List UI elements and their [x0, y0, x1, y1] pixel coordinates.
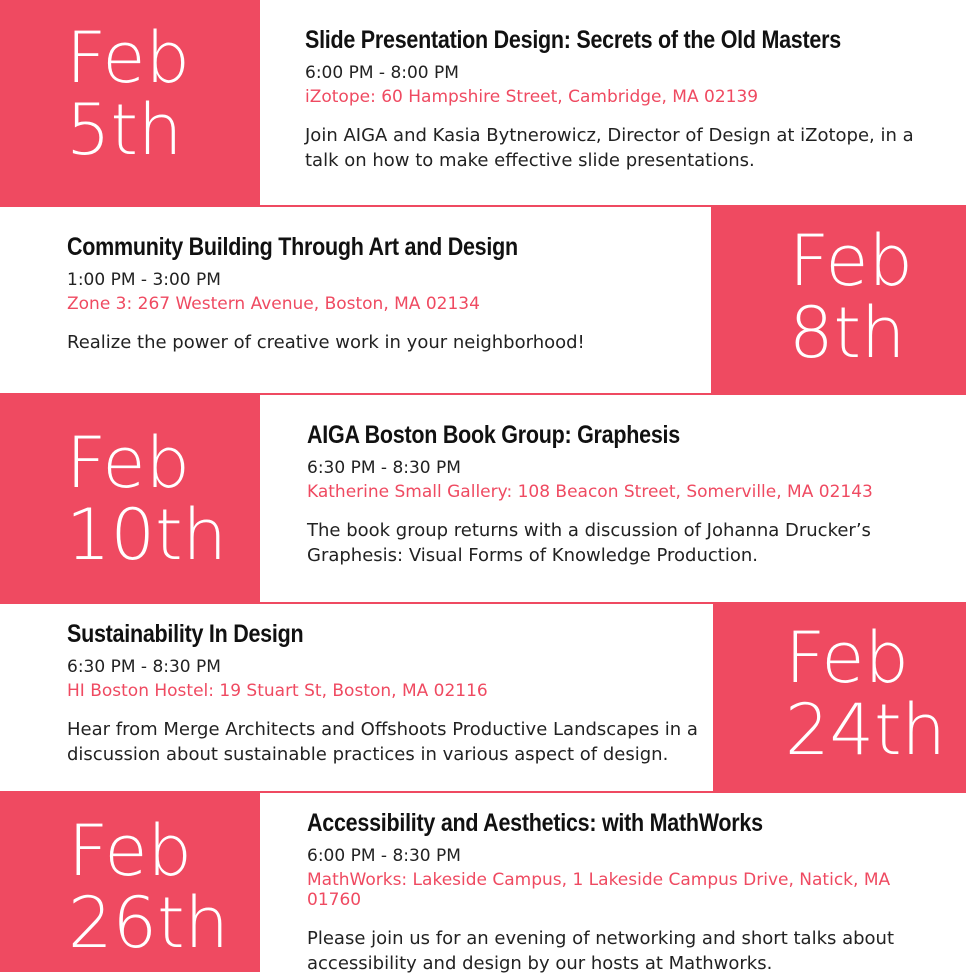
event-title[interactable]: Community Building Through Art and Design: [67, 233, 518, 261]
event-day: 5th: [66, 89, 183, 171]
event-location[interactable]: iZotope: 60 Hampshire Street, Cambridge, MA 02139: [305, 87, 759, 107]
event-month: Feb: [789, 220, 913, 302]
event-title[interactable]: AIGA Boston Book Group: Graphesis: [307, 421, 680, 449]
event-details: [0, 205, 711, 395]
event-day: 24th: [785, 689, 946, 771]
event-month: Feb: [66, 422, 190, 504]
event-feb-24: [0, 602, 966, 793]
event-day: 10th: [66, 494, 227, 576]
event-description: Join AIGA and Kasia Bytnerowicz, Director of Design at iZotope, in a talk on how to make effective slide presentations.: [305, 125, 914, 171]
event-description: Hear from Merge Architects and Offshoots Productive Landscapes in a discussion about sustainable practices in various aspect of design.: [67, 719, 698, 765]
event-feb-5: [0, 0, 966, 205]
event-month: Feb: [785, 617, 909, 699]
event-location[interactable]: Katherine Small Gallery: 108 Beacon Street, Somerville, MA 02143: [307, 482, 873, 502]
event-time: 6:00 PM - 8:30 PM: [307, 846, 461, 866]
event-location[interactable]: HI Boston Hostel: 19 Stuart St, Boston, MA 02116: [67, 681, 488, 701]
event-title[interactable]: Slide Presentation Design: Secrets of the Old Masters: [305, 26, 841, 54]
event-date-block: [711, 205, 966, 395]
event-title[interactable]: Sustainability In Design: [67, 620, 304, 648]
event-description: Realize the power of creative work in your neighborhood!: [67, 332, 585, 353]
event-details: [305, 0, 935, 205]
event-day: 26th: [68, 882, 229, 964]
event-title[interactable]: Accessibility and Aesthetics: with MathWorks: [307, 809, 763, 837]
event-description: The book group returns with a discussion of Johanna Drucker’s Graphesis: Visual Forms of Knowledge Production.: [307, 520, 871, 566]
event-date-block: [713, 602, 966, 793]
event-feb-26: [0, 793, 966, 972]
event-time: 6:30 PM - 8:30 PM: [67, 657, 221, 677]
event-feb-8: [0, 205, 966, 395]
event-time: 6:00 PM - 8:00 PM: [305, 63, 459, 83]
event-time: 1:00 PM - 3:00 PM: [67, 270, 221, 290]
event-details: [307, 395, 937, 603]
event-time: 6:30 PM - 8:30 PM: [307, 458, 461, 478]
event-description: Please join us for an evening of networking and short talks about accessibility and design by our hosts at Mathworks.: [307, 928, 895, 974]
event-location[interactable]: MathWorks: Lakeside Campus, 1 Lakeside Campus Drive, Natick, MA 01760: [307, 870, 891, 910]
event-details: [0, 602, 713, 793]
event-month: Feb: [68, 810, 192, 892]
event-day: 8th: [789, 292, 906, 374]
event-location[interactable]: Zone 3: 267 Western Avenue, Boston, MA 02134: [67, 294, 480, 314]
event-details: [307, 793, 947, 972]
event-date-block: [0, 395, 260, 603]
event-feb-10: [0, 395, 966, 603]
event-month: Feb: [66, 17, 190, 99]
event-date-block: [0, 793, 260, 972]
event-date-block: [0, 0, 260, 205]
